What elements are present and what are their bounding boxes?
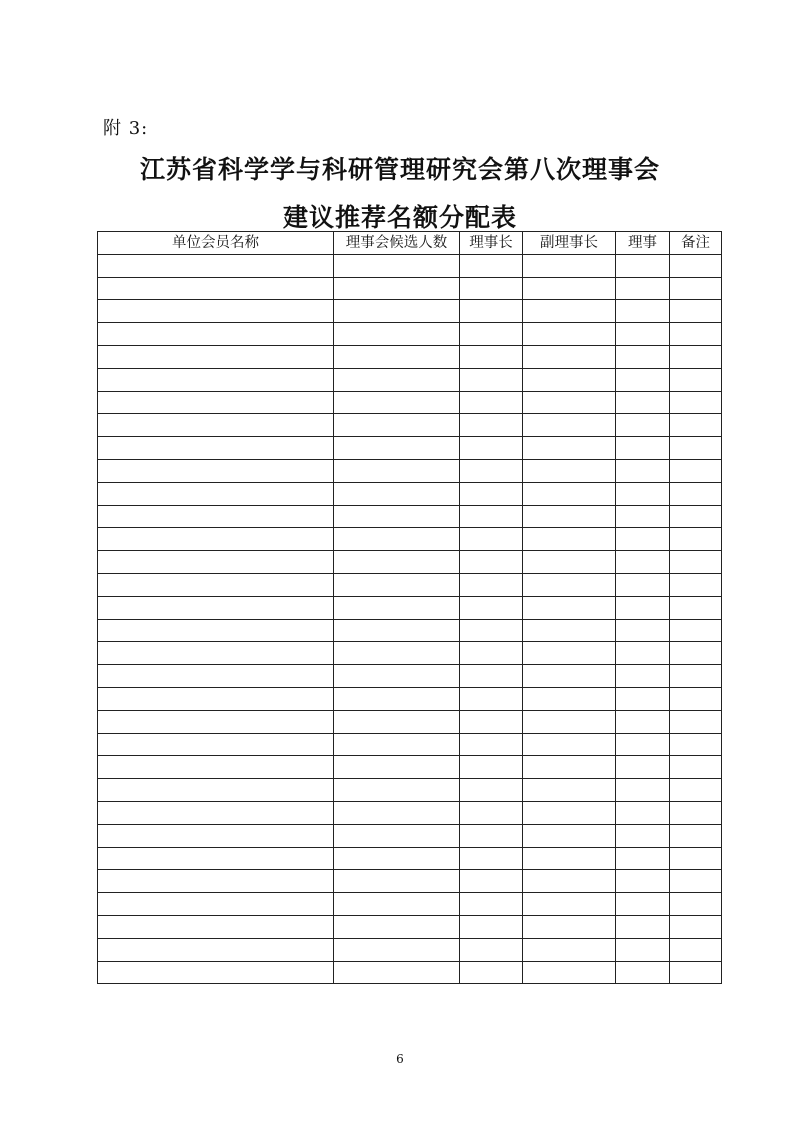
table-cell[interactable] <box>523 300 616 323</box>
table-cell[interactable] <box>670 665 722 688</box>
header-member-unit: 单位会员名称 <box>98 232 334 255</box>
table-cell[interactable] <box>616 801 670 824</box>
table-cell[interactable] <box>523 619 616 642</box>
table-cell[interactable] <box>670 323 722 346</box>
table-cell[interactable] <box>334 505 460 528</box>
table-row <box>98 482 722 505</box>
table-row <box>98 459 722 482</box>
table-cell[interactable] <box>98 938 334 961</box>
table-cell[interactable] <box>334 961 460 984</box>
table-cell[interactable] <box>616 482 670 505</box>
table-cell[interactable] <box>523 596 616 619</box>
table-cell[interactable] <box>670 573 722 596</box>
document-title-line-2: 建议推荐名额分配表 <box>282 203 517 232</box>
table-cell[interactable] <box>98 961 334 984</box>
table-cell[interactable] <box>670 596 722 619</box>
table-cell[interactable] <box>460 938 523 961</box>
header-president: 理事长 <box>460 232 523 255</box>
table-cell[interactable] <box>460 254 523 277</box>
table-cell[interactable] <box>670 961 722 984</box>
table-cell[interactable] <box>98 391 334 414</box>
table-cell[interactable] <box>334 437 460 460</box>
table-cell[interactable] <box>334 254 460 277</box>
table-cell[interactable] <box>616 437 670 460</box>
table-cell[interactable] <box>670 368 722 391</box>
table-row <box>98 870 722 893</box>
table-cell[interactable] <box>523 870 616 893</box>
table-cell[interactable] <box>523 733 616 756</box>
table-cell[interactable] <box>523 756 616 779</box>
table-cell[interactable] <box>460 779 523 802</box>
table-cell[interactable] <box>670 870 722 893</box>
table-cell[interactable] <box>670 915 722 938</box>
table-cell[interactable] <box>616 665 670 688</box>
table-cell[interactable] <box>334 847 460 870</box>
table-cell[interactable] <box>334 893 460 916</box>
header-director: 理事 <box>616 232 670 255</box>
table-cell[interactable] <box>460 323 523 346</box>
table-row <box>98 573 722 596</box>
table-cell[interactable] <box>98 573 334 596</box>
table-cell[interactable] <box>334 482 460 505</box>
table-cell[interactable] <box>334 642 460 665</box>
table-cell[interactable] <box>616 323 670 346</box>
table-cell[interactable] <box>670 893 722 916</box>
table-cell[interactable] <box>670 277 722 300</box>
table-cell[interactable] <box>98 733 334 756</box>
table-cell[interactable] <box>616 687 670 710</box>
table-cell[interactable] <box>523 801 616 824</box>
table-cell[interactable] <box>670 756 722 779</box>
table-row <box>98 756 722 779</box>
table-cell[interactable] <box>334 551 460 574</box>
table-row <box>98 893 722 916</box>
table-row <box>98 642 722 665</box>
table-row <box>98 824 722 847</box>
table-cell[interactable] <box>670 733 722 756</box>
table-cell[interactable] <box>670 551 722 574</box>
table-cell[interactable] <box>334 391 460 414</box>
table-cell[interactable] <box>460 961 523 984</box>
table-cell[interactable] <box>460 801 523 824</box>
table-cell[interactable] <box>98 687 334 710</box>
table-cell[interactable] <box>98 277 334 300</box>
table-row <box>98 665 722 688</box>
table-cell[interactable] <box>670 414 722 437</box>
table-cell[interactable] <box>616 505 670 528</box>
table-cell[interactable] <box>523 391 616 414</box>
table-cell[interactable] <box>523 323 616 346</box>
table-cell[interactable] <box>523 710 616 733</box>
table-row <box>98 254 722 277</box>
table-cell[interactable] <box>98 619 334 642</box>
table-cell[interactable] <box>523 824 616 847</box>
table-cell[interactable] <box>616 619 670 642</box>
table-cell[interactable] <box>98 551 334 574</box>
table-cell[interactable] <box>616 824 670 847</box>
table-cell[interactable] <box>334 300 460 323</box>
header-vice-president: 副理事长 <box>523 232 616 255</box>
table-cell[interactable] <box>670 801 722 824</box>
header-remarks: 备注 <box>670 232 722 255</box>
table-cell[interactable] <box>334 277 460 300</box>
table-header-row <box>98 232 722 255</box>
table-cell[interactable] <box>616 915 670 938</box>
table-row <box>98 619 722 642</box>
table-cell[interactable] <box>460 665 523 688</box>
table-row <box>98 277 722 300</box>
table-cell[interactable] <box>670 459 722 482</box>
table-cell[interactable] <box>98 596 334 619</box>
table-cell[interactable] <box>460 847 523 870</box>
table-cell[interactable] <box>460 710 523 733</box>
table-cell[interactable] <box>523 573 616 596</box>
table-cell[interactable] <box>334 915 460 938</box>
table-cell[interactable] <box>523 847 616 870</box>
table-cell[interactable] <box>98 870 334 893</box>
table-cell[interactable] <box>334 596 460 619</box>
table-cell[interactable] <box>334 824 460 847</box>
table-cell[interactable] <box>670 254 722 277</box>
table-cell[interactable] <box>334 801 460 824</box>
table-cell[interactable] <box>98 300 334 323</box>
table-cell[interactable] <box>334 779 460 802</box>
table-cell[interactable] <box>616 596 670 619</box>
table-cell[interactable] <box>523 893 616 916</box>
table-row <box>98 938 722 961</box>
table-cell[interactable] <box>334 573 460 596</box>
table-cell[interactable] <box>616 368 670 391</box>
table-cell[interactable] <box>460 414 523 437</box>
table-cell[interactable] <box>523 254 616 277</box>
table-cell[interactable] <box>460 368 523 391</box>
table-cell[interactable] <box>334 710 460 733</box>
table-cell[interactable] <box>616 847 670 870</box>
table-cell[interactable] <box>670 779 722 802</box>
table-cell[interactable] <box>670 642 722 665</box>
table-cell[interactable] <box>460 437 523 460</box>
table-row <box>98 323 722 346</box>
allocation-table <box>97 231 722 984</box>
table-row <box>98 505 722 528</box>
table-cell[interactable] <box>98 779 334 802</box>
table-cell[interactable] <box>616 642 670 665</box>
table-cell[interactable] <box>98 323 334 346</box>
table-cell[interactable] <box>523 915 616 938</box>
table-cell[interactable] <box>523 277 616 300</box>
table-row <box>98 961 722 984</box>
table-row <box>98 414 722 437</box>
table-cell[interactable] <box>460 915 523 938</box>
table-cell[interactable] <box>616 254 670 277</box>
table-cell[interactable] <box>523 665 616 688</box>
table-cell[interactable] <box>98 505 334 528</box>
table-cell[interactable] <box>334 414 460 437</box>
table-row <box>98 801 722 824</box>
table-cell[interactable] <box>334 619 460 642</box>
table-cell[interactable] <box>523 414 616 437</box>
table-cell[interactable] <box>616 870 670 893</box>
table-cell[interactable] <box>460 824 523 847</box>
table-cell[interactable] <box>98 528 334 551</box>
table-cell[interactable] <box>670 345 722 368</box>
table-cell[interactable] <box>523 961 616 984</box>
table-cell[interactable] <box>460 277 523 300</box>
table-cell[interactable] <box>334 459 460 482</box>
table-cell[interactable] <box>670 300 722 323</box>
table-cell[interactable] <box>334 665 460 688</box>
table-cell[interactable] <box>98 482 334 505</box>
table-row <box>98 710 722 733</box>
table-cell[interactable] <box>334 733 460 756</box>
table-row <box>98 915 722 938</box>
table-cell[interactable] <box>334 938 460 961</box>
table-cell[interactable] <box>523 482 616 505</box>
table-cell[interactable] <box>460 687 523 710</box>
table-cell[interactable] <box>670 482 722 505</box>
table-cell[interactable] <box>334 870 460 893</box>
table-cell[interactable] <box>670 938 722 961</box>
table-cell[interactable] <box>616 893 670 916</box>
table-row <box>98 847 722 870</box>
table-cell[interactable] <box>460 505 523 528</box>
table-cell[interactable] <box>460 391 523 414</box>
table-cell[interactable] <box>523 687 616 710</box>
table-cell[interactable] <box>98 665 334 688</box>
table-cell[interactable] <box>98 824 334 847</box>
table-cell[interactable] <box>616 551 670 574</box>
table-cell[interactable] <box>616 961 670 984</box>
table-row <box>98 391 722 414</box>
table-row <box>98 345 722 368</box>
table-cell[interactable] <box>98 254 334 277</box>
table-row <box>98 779 722 802</box>
table-cell[interactable] <box>670 847 722 870</box>
table-cell[interactable] <box>523 437 616 460</box>
table-cell[interactable] <box>334 528 460 551</box>
table-cell[interactable] <box>670 505 722 528</box>
table-cell[interactable] <box>523 551 616 574</box>
table-cell[interactable] <box>98 756 334 779</box>
table-cell[interactable] <box>523 938 616 961</box>
table-cell[interactable] <box>98 459 334 482</box>
table-cell[interactable] <box>98 847 334 870</box>
attachment-label: 附 3: <box>103 118 149 139</box>
table-cell[interactable] <box>523 345 616 368</box>
table-cell[interactable] <box>523 505 616 528</box>
table-cell[interactable] <box>616 414 670 437</box>
table-cell[interactable] <box>460 870 523 893</box>
table-cell[interactable] <box>616 391 670 414</box>
table-cell[interactable] <box>334 687 460 710</box>
table-cell[interactable] <box>616 345 670 368</box>
table-cell[interactable] <box>523 779 616 802</box>
document-title-line-1: 江苏省科学学与科研管理研究会第八次理事会 <box>139 155 660 184</box>
table-cell[interactable] <box>98 345 334 368</box>
table-row <box>98 437 722 460</box>
table-cell[interactable] <box>460 756 523 779</box>
table-row <box>98 687 722 710</box>
table-cell[interactable] <box>670 710 722 733</box>
page-number: 6 <box>396 1052 404 1066</box>
table-cell[interactable] <box>460 893 523 916</box>
table-row <box>98 551 722 574</box>
table-cell[interactable] <box>460 733 523 756</box>
table-cell[interactable] <box>523 528 616 551</box>
table-body <box>98 254 722 984</box>
table-cell[interactable] <box>98 710 334 733</box>
table-cell[interactable] <box>460 551 523 574</box>
table-cell[interactable] <box>670 528 722 551</box>
table-cell[interactable] <box>334 345 460 368</box>
table-cell[interactable] <box>616 938 670 961</box>
table-cell[interactable] <box>523 459 616 482</box>
table-cell[interactable] <box>460 482 523 505</box>
table-cell[interactable] <box>616 300 670 323</box>
table-cell[interactable] <box>670 619 722 642</box>
table-cell[interactable] <box>460 596 523 619</box>
table-row <box>98 596 722 619</box>
table-cell[interactable] <box>523 368 616 391</box>
table-row <box>98 733 722 756</box>
table-cell[interactable] <box>670 824 722 847</box>
table-cell[interactable] <box>460 300 523 323</box>
table-cell[interactable] <box>460 459 523 482</box>
table-cell[interactable] <box>98 893 334 916</box>
table-row <box>98 300 722 323</box>
table-cell[interactable] <box>98 915 334 938</box>
table-cell[interactable] <box>460 345 523 368</box>
table-row <box>98 368 722 391</box>
table-row <box>98 528 722 551</box>
table-cell[interactable] <box>334 368 460 391</box>
table-cell[interactable] <box>98 368 334 391</box>
table-cell[interactable] <box>616 779 670 802</box>
table-cell[interactable] <box>98 437 334 460</box>
header-candidates: 理事会候选人数 <box>334 232 460 255</box>
table-cell[interactable] <box>98 642 334 665</box>
table-cell[interactable] <box>523 642 616 665</box>
table-cell[interactable] <box>334 756 460 779</box>
table-cell[interactable] <box>670 437 722 460</box>
table-cell[interactable] <box>616 733 670 756</box>
table-cell[interactable] <box>670 391 722 414</box>
table-cell[interactable] <box>616 756 670 779</box>
table-cell[interactable] <box>460 642 523 665</box>
table-cell[interactable] <box>98 414 334 437</box>
table-cell[interactable] <box>616 528 670 551</box>
table-cell[interactable] <box>460 528 523 551</box>
table-cell[interactable] <box>98 801 334 824</box>
table-cell[interactable] <box>616 277 670 300</box>
table-cell[interactable] <box>616 459 670 482</box>
table-cell[interactable] <box>334 323 460 346</box>
table-cell[interactable] <box>616 573 670 596</box>
table-cell[interactable] <box>670 687 722 710</box>
table-cell[interactable] <box>460 573 523 596</box>
table-cell[interactable] <box>460 619 523 642</box>
table-cell[interactable] <box>616 710 670 733</box>
